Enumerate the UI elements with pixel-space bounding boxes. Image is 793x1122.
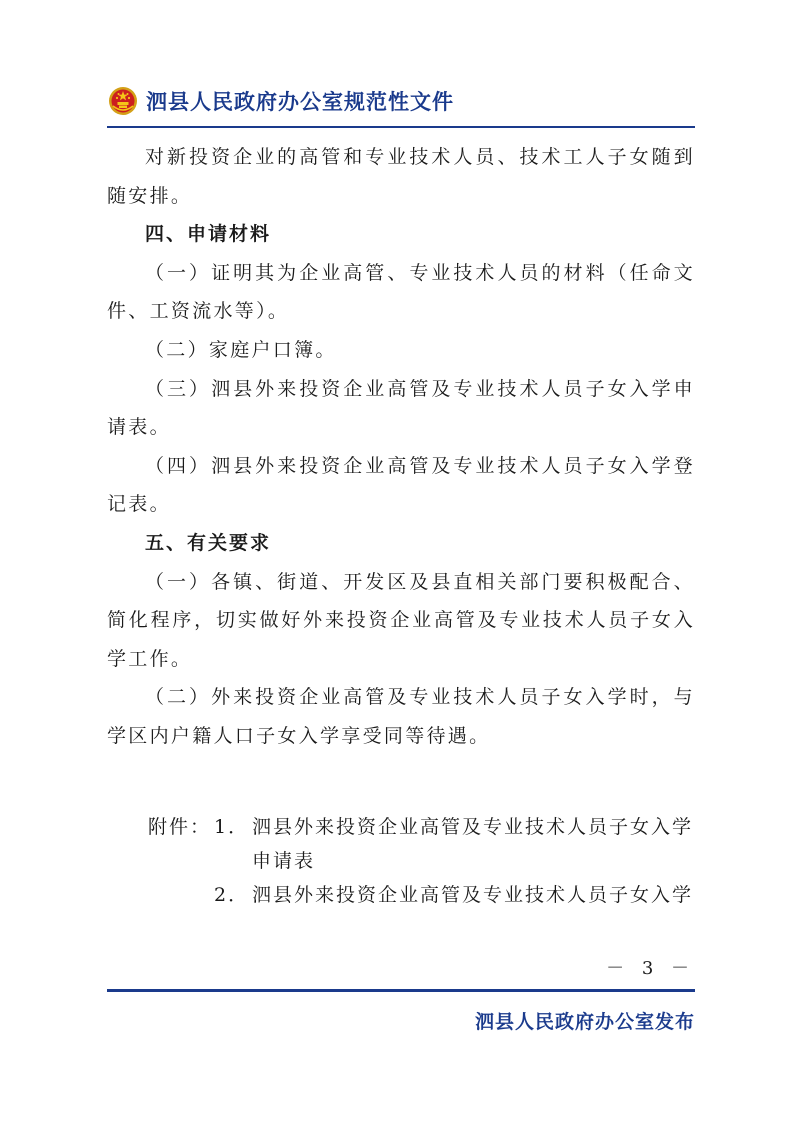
attachment-title-continued: 申请表: [252, 850, 316, 872]
section-heading: 四、申请材料: [145, 223, 272, 246]
header-divider: [107, 126, 695, 128]
attachment-item: [148, 810, 708, 844]
footer-publisher: 泗县人民政府办公室发布: [474, 1011, 695, 1033]
header-title: 泗县人民政府办公室规范性文件: [146, 90, 454, 114]
document-body: [107, 138, 695, 756]
attachments-list: [148, 810, 708, 912]
paragraph: （一）证明其为企业高管、专业技术人员的材料（任命文件、工资流水等）。: [107, 261, 695, 323]
paragraph: （三）泗县外来投资企业高管及专业技术人员子女入学申请表。: [107, 377, 695, 439]
document-header: [108, 84, 454, 118]
national-emblem-icon: [108, 86, 138, 116]
paragraph: 对新投资企业的高管和专业技术人员、技术工人子女随到随安排。: [107, 146, 695, 207]
attachment-number: 2．: [214, 884, 250, 906]
attachment-number: 1．: [214, 816, 250, 838]
page-number: － 3 －: [606, 958, 695, 979]
attachments-label: 附件：: [148, 816, 212, 838]
paragraph: （一）各镇、街道、开发区及县直相关部门要积极配合、简化程序，切实做好外来投资企业高管及专业技术人员子女入学工作。: [107, 570, 695, 670]
paragraph: （二）家庭户口簿。: [145, 338, 337, 361]
attachment-item-continued: [148, 844, 708, 878]
attachment-title: 泗县外来投资企业高管及专业技术人员子女入学: [252, 816, 694, 838]
footer-divider: [107, 989, 695, 992]
paragraph: （二）外来投资企业高管及专业技术人员子女入学时，与学区内户籍人口子女入学享受同等待遇。: [107, 686, 695, 747]
paragraph: （四）泗县外来投资企业高管及专业技术人员子女入学登记表。: [107, 454, 695, 516]
attachment-item: [148, 878, 708, 912]
section-heading: 五、有关要求: [145, 531, 272, 554]
attachment-title: 泗县外来投资企业高管及专业技术人员子女入学: [252, 884, 694, 906]
